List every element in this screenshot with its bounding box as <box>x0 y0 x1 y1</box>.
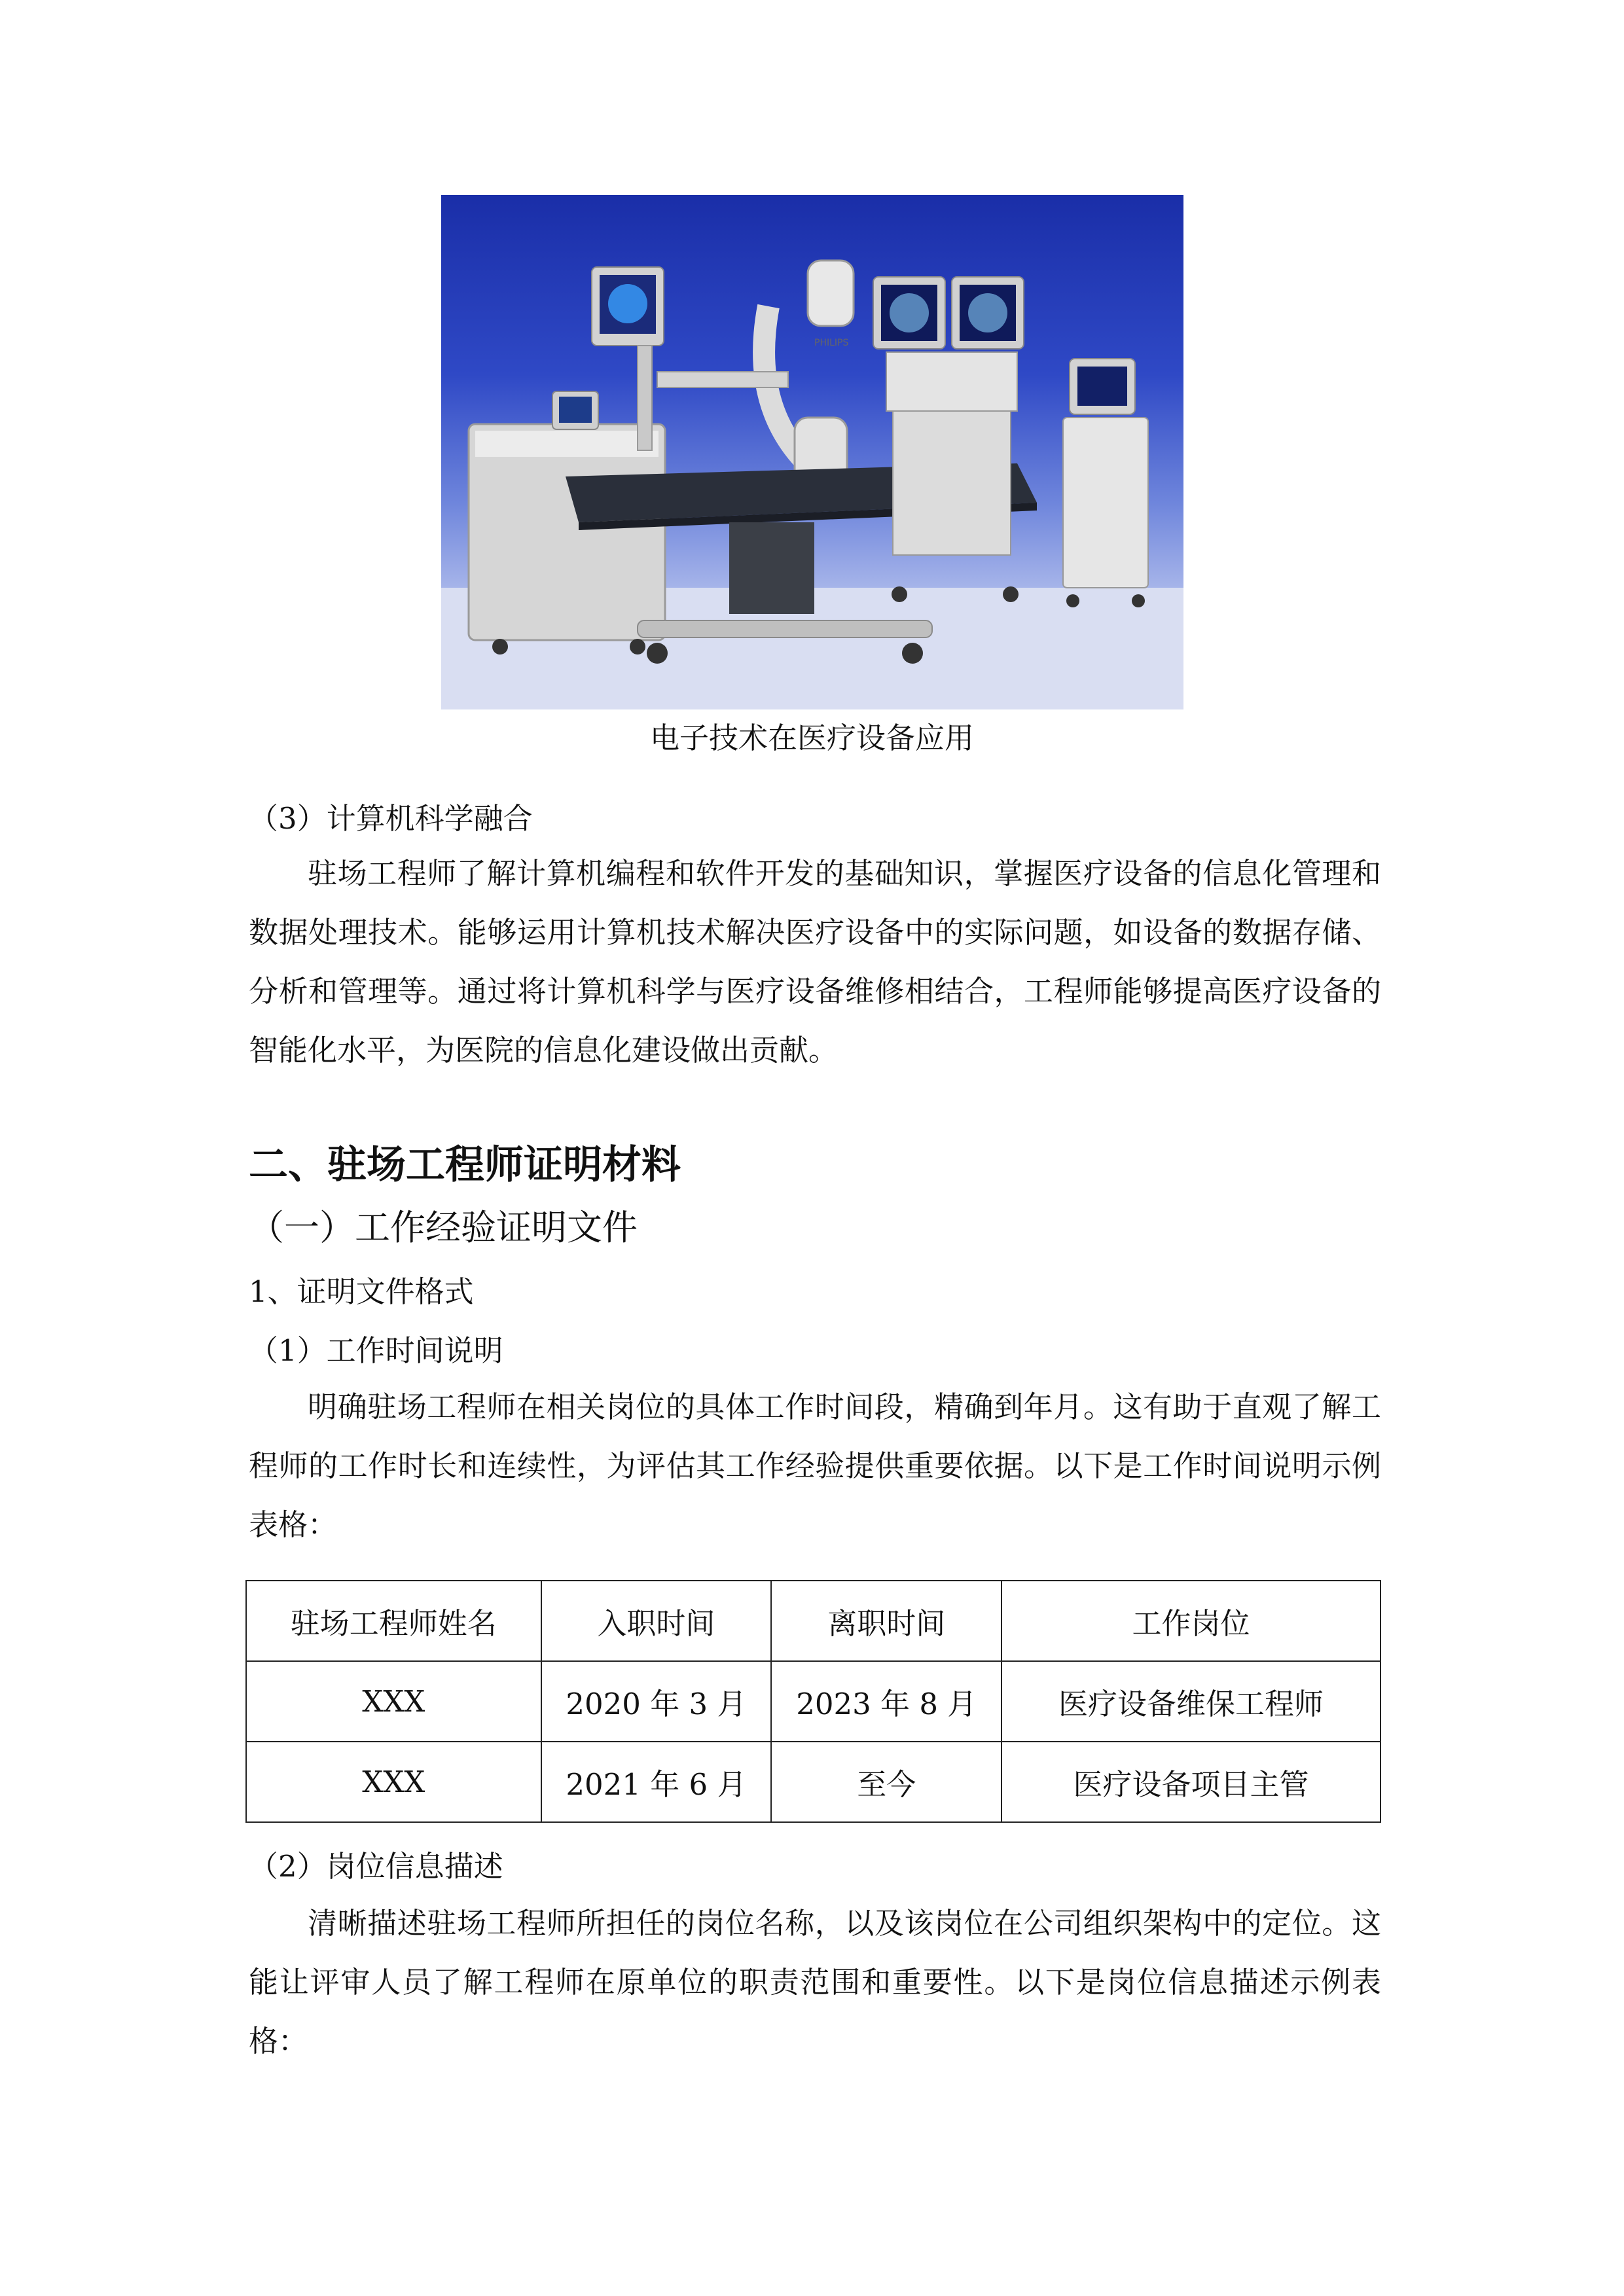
header-end-date: 离职时间 <box>771 1581 1001 1661</box>
section-heading-work-experience: （一）工作经验证明文件 <box>249 1207 638 1248</box>
table-row <box>246 1742 1380 1822</box>
subheading-work-time: （1）工作时间说明 <box>249 1333 503 1368</box>
paragraph-work-time: 明确驻场工程师在相关岗位的具体工作时间段，精确到年月。这有助于直观了解工程师的工作时长和连续性，为评估其工作经验提供重要依据。以下是工作时间说明示例表格： <box>249 1390 1381 1542</box>
chapter-heading: 二、驻场工程师证明材料 <box>249 1142 681 1188</box>
table-cell: 至今 <box>771 1742 1001 1822</box>
table-header-row <box>246 1581 1380 1661</box>
header-engineer-name: 驻场工程师姓名 <box>246 1581 541 1661</box>
work-time-table <box>245 1580 1381 1823</box>
medical-equipment-illustration <box>441 195 1183 709</box>
header-position: 工作岗位 <box>1001 1581 1380 1661</box>
item-heading-format: 1、证明文件格式 <box>249 1274 474 1309</box>
header-start-date: 入职时间 <box>541 1581 772 1661</box>
section-heading-computer-science: （3）计算机科学融合 <box>249 801 533 836</box>
paragraph-position-info: 清晰描述驻场工程师所担任的岗位名称，以及该岗位在公司组织架构中的定位。这能让评审人员了解工程师在原单位的职责范围和重要性。以下是岗位信息描述示例表格： <box>249 1906 1381 2058</box>
brand-label: PHILIPS <box>814 338 849 348</box>
paragraph-computer-science: 驻场工程师了解计算机编程和软件开发的基础知识，掌握医疗设备的信息化管理和数据处理技术。能够运用计算机技术解决医疗设备中的实际问题，如设备的数据存储、分析和管理等。通过将计算机科学与医疗设备维修相结合，工程师能够提高医疗设备的智能化水平，为医院的信息化建设做出贡献。 <box>249 856 1381 1067</box>
subheading-position-info: （2）岗位信息描述 <box>249 1849 503 1884</box>
table-cell: 2023 年 8 月 <box>771 1661 1001 1742</box>
figure-caption: 电子技术在医疗设备应用 <box>649 721 974 755</box>
table-cell: XXX <box>246 1742 541 1822</box>
table-row <box>246 1661 1380 1742</box>
table-cell: XXX <box>246 1661 541 1742</box>
table-cell: 医疗设备项目主管 <box>1001 1742 1380 1822</box>
medical-equipment-photo <box>441 195 1183 709</box>
table-cell: 2020 年 3 月 <box>541 1661 772 1742</box>
table-cell: 2021 年 6 月 <box>541 1742 772 1822</box>
table-cell: 医疗设备维保工程师 <box>1001 1661 1380 1742</box>
